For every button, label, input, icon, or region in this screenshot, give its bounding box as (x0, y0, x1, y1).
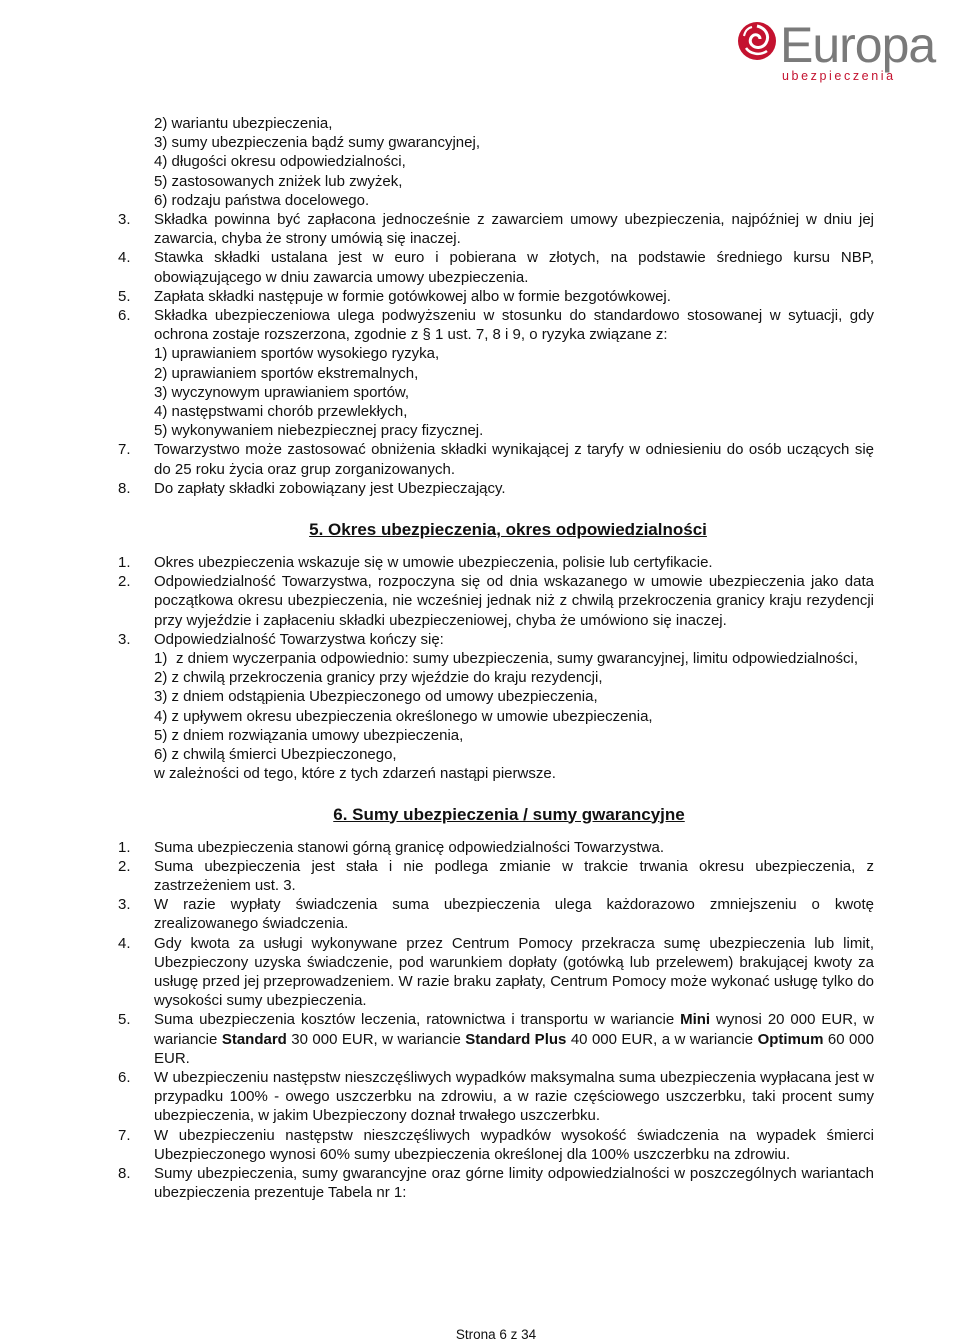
list-item (118, 857, 874, 895)
item-text: Składka ubezpieczeniowa ulega podwyższeniu w stosunku do standardowo stosowanej w sytuacji, gdy ochrona zostaje rozszerzona, zgodnie z § 1 ust. 7, 8 i 9, o ryzyka związane z: (154, 307, 874, 344)
list-item (118, 306, 874, 344)
list-item (118, 1068, 874, 1126)
item-text: Zapłata składki następuje w formie gotówkowej albo w formie bezgotówkowej. (154, 287, 671, 305)
item-text: z dniem wyczerpania odpowiednio: sumy ubezpieczenia, sumy gwarancyjnej, limitu odpowiedzialności, (176, 650, 859, 668)
item-number: 3. (118, 896, 131, 914)
list-item (118, 553, 874, 572)
item-text: W razie wypłaty świadczenia suma ubezpieczenia ulega każdorazowo zmniejszeniu o kwotę zrealizowanego świadczenia. (154, 896, 874, 933)
list-item (118, 572, 874, 630)
item-text: Odpowiedzialność Towarzystwa, rozpoczyna się od dnia wskazanego w umowie ubezpieczenia jako data początkowa okresu ubezpieczenia, nie wcześniej jednak niż z chwilą przekroczenia granicy kraju rezydencji przy wyjeździe i zapłaceniu składki ubezpieczeniowej, chyba że umówiono się inaczej. (154, 573, 874, 629)
list-item (118, 248, 874, 286)
text-run: 30 000 EUR, w wariancie (286, 1030, 466, 1048)
item-text (154, 1010, 874, 1068)
item-text: Składka powinna być zapłacona jednocześnie z zawarciem umowy ubezpieczenia, najpóźniej w dniu jej zawarcia, chyba że strony umówią się inaczej. (154, 211, 874, 248)
variant-mini: Mini (680, 1011, 711, 1029)
item-number: 2. (118, 573, 131, 591)
list-item (118, 1164, 874, 1202)
logo-tagline: ubezpieczenia (782, 69, 896, 83)
list-item: 2) wariantu ubezpieczenia, (154, 115, 333, 132)
risk-list (118, 344, 874, 440)
europa-logo (736, 17, 956, 86)
list-item (118, 479, 874, 498)
item-number: 6. (118, 307, 131, 325)
list-item: 2) z chwilą przekroczenia granicy przy wjeździe do kraju rezydencji, (154, 669, 603, 687)
text-run: Suma ubezpieczenia kosztów leczenia, ratownictwa i transportu w wariancie (154, 1011, 681, 1029)
closing-text: w zależności od tego, które z tych zdarzeń nastąpi pierwsze. (154, 765, 556, 783)
item-number: 1. (118, 554, 131, 572)
item-number: 1) (154, 650, 168, 668)
list-item (118, 287, 874, 306)
item-number: 1. (118, 838, 131, 856)
list-item (118, 1010, 874, 1068)
page-number: Strona 6 z 34 (455, 1327, 537, 1342)
item-text: Sumy ubezpieczenia, sumy gwarancyjne oraz górne limity odpowiedzialności w poszczególnych wariantach ubezpieczenia prezentuje Tabela nr 1: (154, 1164, 874, 1202)
item-text: Towarzystwo może zastosować obniżenia składki wynikającej z taryfy w odniesieniu do osób uczących się do 25 roku życia oraz grup zorganizowanych. (154, 441, 874, 478)
item-number: 4. (118, 249, 131, 267)
list-item: 3) sumy ubezpieczenia bądź sumy gwarancyjnej, (154, 134, 480, 152)
list-item: 5) zastosowanych zniżek lub zwyżek, (154, 172, 403, 190)
list-item: 2) uprawianiem sportów ekstremalnych, (154, 364, 419, 382)
rose-emblem-icon (736, 20, 778, 62)
liability-end-list (118, 649, 874, 764)
list-item (118, 210, 874, 248)
list-item: 4) długości okresu odpowiedzialności, (154, 153, 406, 171)
document-body (118, 114, 874, 1202)
list-item: 5) z dniem rozwiązania umowy ubezpieczenia, (154, 726, 464, 744)
item-number: 6. (118, 1068, 131, 1086)
item-text: Stawka składki ustalana jest w euro i pobierana w złotych, na podstawie średniego kursu NBP, obowiązującego w dniu zawarcia umowy ubezpieczenia. (154, 249, 874, 286)
section-5-heading (118, 519, 874, 541)
item-text: Do zapłaty składki zobowiązany jest Ubezpieczający. (154, 479, 506, 497)
item-number: 8. (118, 1164, 131, 1182)
item-number: 5. (118, 1011, 131, 1029)
item-text: Gdy kwota za usługi wykonywane przez Centrum Pomocy przekracza sumę ubezpieczenia lub limit, Ubezpieczony uzyska świadczenie, pod warunkiem dopłaty (gotówką lub przelewem) brakującej kwoty za usługę przed jej przeprowadzeniem. W razie braku zapłaty, Centrum Pomocy może wykonać usługę tylko do wysokości sumy ubezpieczenia. (154, 934, 874, 1010)
list-item (118, 440, 874, 478)
item-number: 2. (118, 857, 131, 875)
list-item (118, 934, 874, 1011)
section-title: 6. Sumy ubezpieczenia / sumy gwarancyjne (333, 804, 685, 824)
item-number: 8. (118, 479, 131, 497)
text-run: wynosi 20 000 EUR, w wariancie (154, 1011, 874, 1048)
item-text: Okres ubezpieczenia wskazuje się w umowie ubezpieczenia, polisie lub certyfikacie. (154, 554, 713, 572)
list-item (154, 649, 874, 668)
variant-standard-plus: Standard Plus (465, 1030, 567, 1048)
variant-optimum: Optimum (757, 1030, 824, 1048)
list-item (118, 1126, 874, 1164)
item-number: 5. (118, 287, 131, 305)
list-item: 5) wykonywaniem niebezpiecznej pracy fizycznej. (154, 422, 484, 440)
logo-wordmark: Europa (780, 17, 936, 73)
text-run: 40 000 EUR, a w wariancie (566, 1030, 758, 1048)
list-item: 4) z upływem okresu ubezpieczenia określonego w umowie ubezpieczenia, (154, 707, 653, 725)
list-item: 3) z dniem odstąpienia Ubezpieczonego od umowy ubezpieczenia, (154, 688, 598, 706)
section-title: 5. Okres ubezpieczenia, okres odpowiedzialności (309, 520, 707, 540)
item-text: W ubezpieczeniu następstw nieszczęśliwych wypadków maksymalna suma ubezpieczenia wypłacana jest w przypadku 100% - owego uszczerbku na zdrowiu, a w razie częściowego uszczerbku, taki procent sumy ubezpieczenia, w jakim Ubezpieczony doznał trwałego uszczerbku. (154, 1068, 874, 1125)
item-text: Odpowiedzialność Towarzystwa kończy się: (154, 630, 444, 648)
list-item (118, 895, 874, 933)
item-number: 7. (118, 441, 131, 459)
premium-factor-list (118, 114, 874, 210)
list-item: 6) z chwilą śmierci Ubezpieczonego, (154, 746, 397, 764)
list-item (118, 630, 874, 649)
list-item: 1) uprawianiem sportów wysokiego ryzyka, (154, 345, 440, 363)
item-number: 7. (118, 1126, 131, 1144)
list-item: 4) następstwami chorób przewlekłych, (154, 403, 408, 421)
list-item (118, 838, 874, 857)
item-text: Suma ubezpieczenia jest stała i nie podlega zmianie w trakcie trwania okresu ubezpieczenia, z zastrzeżeniem ust. 3. (154, 857, 874, 894)
text-run: 60 000 EUR. (154, 1030, 875, 1067)
item-number: 4. (118, 934, 131, 952)
item-text: Suma ubezpieczenia stanowi górną granicę odpowiedzialności Towarzystwa. (154, 838, 665, 856)
item-text: W ubezpieczeniu następstw nieszczęśliwych wypadków wysokość świadczenia na wypadek śmierci Ubezpieczonego wynosi 60% sumy ubezpieczenia określonej dla 100% uszczerbku na zdrowiu. (154, 1126, 874, 1163)
list-item: 6) rodzaju państwa docelowego. (154, 191, 370, 209)
item-number: 3. (118, 630, 131, 648)
item-number: 3. (118, 211, 131, 229)
variant-standard: Standard (221, 1030, 287, 1048)
list-item: 3) wyczynowym uprawianiem sportów, (154, 383, 410, 401)
section-6-heading (118, 804, 874, 826)
